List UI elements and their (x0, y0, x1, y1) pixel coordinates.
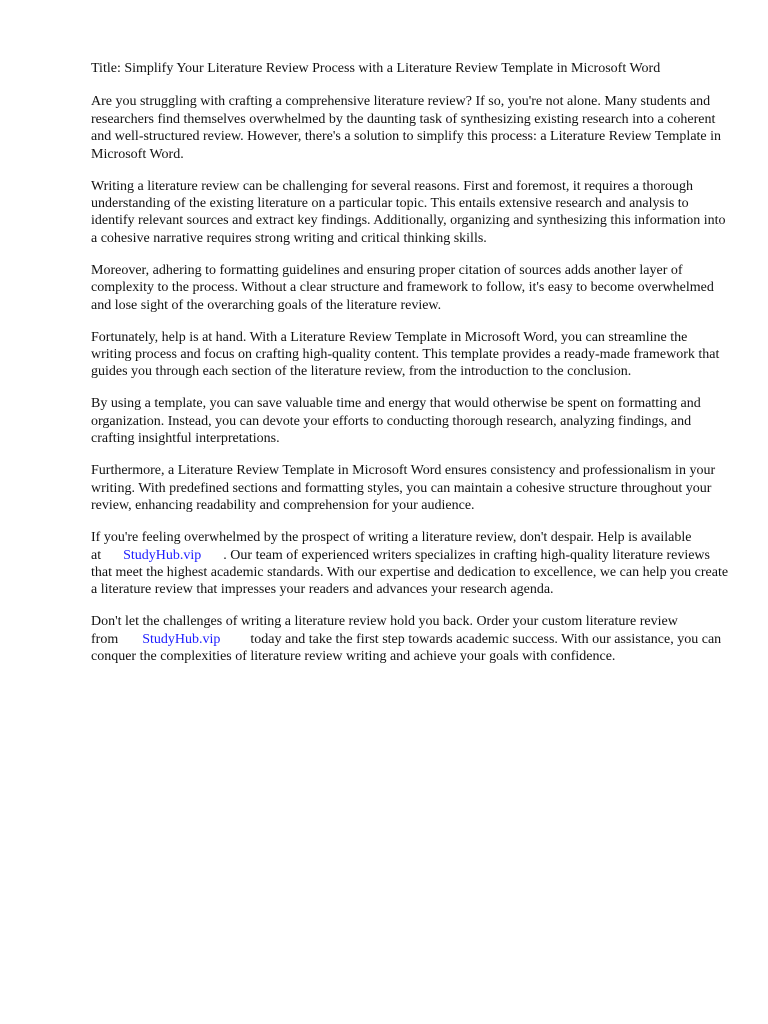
studyhub-link[interactable]: StudyHub.vip (123, 547, 202, 563)
paragraph-formatting: Moreover, adhering to formatting guidelines and ensuring proper citation of sources adds another layer of complexity to the process. Without a clear structure and framework to follow, it's easy to become overwhelmed and lose sight of the overarching goals of the literature review. (91, 262, 714, 313)
closing-text-before-link: Don't let the challenges of writing a literature review hold you back. Order your custom literature review from (91, 614, 678, 647)
closing-text-after-link: today and take the first step towards academic success. With our assistance, you can conquer the complexities of literature review writing and achieve your goals with confidence. (91, 631, 722, 665)
document-page (91, 60, 731, 680)
paragraph-intro: Are you struggling with crafting a comprehensive literature review? If so, you're not alone. Many students and researchers find themselves overwhelmed by the daunting task of synthesizing existing research into a coherent and well-structured review. However, there's a solution to simplify this process: a Literature Review Template in Microsoft Word. (91, 94, 722, 162)
paragraph-help-at-hand: Fortunately, help is at hand. With a Literature Review Template in Microsoft Word, you can streamline the writing process and focus on crafting high-quality content. This template provides a ready-made framework that guides you through each section of the literature review, from the introduction to the conclusion. (91, 329, 720, 380)
paragraph-save-time: By using a template, you can save valuable time and energy that would otherwise be spent on formatting and organization. Instead, you can devote your efforts to conducting thorough research, analyzing findings, and crafting insightful interpretations. (91, 396, 701, 447)
paragraph-closing (91, 613, 731, 665)
studyhub-link-closing[interactable]: StudyHub.vip (142, 631, 221, 647)
help-text-before-link: If you're feeling overwhelmed by the prospect of writing a literature review, don't despair. Help is available at (91, 530, 692, 563)
help-text-after-link: . Our team of experienced writers specializes in crafting high-quality literature reviews that meet the highest academic standards. With our expertise and dedication to excellence, we can help you create a literature review that impresses your readers and advances your research agenda. (91, 547, 729, 598)
document-title: Title: Simplify Your Literature Review Process with a Literature Review Template in Microsoft Word (91, 61, 661, 76)
paragraph-help-available (91, 529, 731, 599)
paragraph-challenges: Writing a literature review can be challenging for several reasons. First and foremost, it requires a thorough understanding of the existing literature on a particular topic. This entails extensive research and analysis to identify relevant sources and extract key findings. Additionally, organizing and synthesizing this information into a cohesive narrative requires strong writing and critical thinking skills. (91, 178, 726, 246)
paragraph-consistency: Furthermore, a Literature Review Template in Microsoft Word ensures consistency and professionalism in your writing. With predefined sections and formatting styles, you can maintain a cohesive structure throughout your review, enhancing readability and comprehension for your audience. (91, 463, 716, 514)
